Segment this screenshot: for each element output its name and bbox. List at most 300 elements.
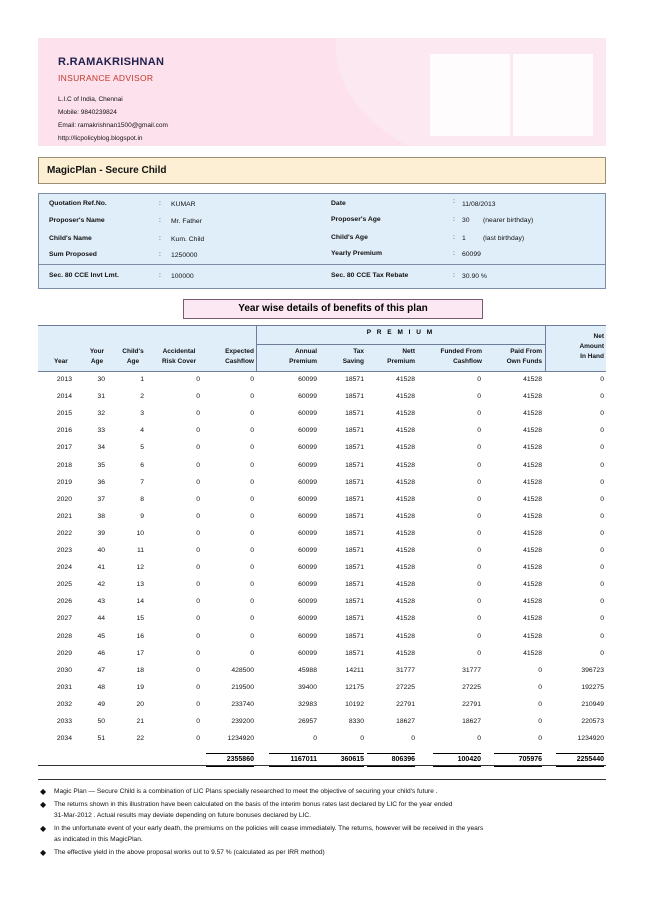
sec80-label: Sec. 80 CCE Invt Lmt. xyxy=(49,272,119,279)
header-line: Accidental xyxy=(162,348,196,355)
cell-own-funds: 41528 xyxy=(523,649,542,657)
total-underline xyxy=(433,766,481,767)
cell-net-in-hand: 0 xyxy=(600,581,604,589)
cell-your-age: 36 xyxy=(97,478,105,486)
cell-annual-premium: 60099 xyxy=(298,478,317,486)
cell-net-in-hand: 0 xyxy=(600,444,604,452)
colon: : xyxy=(453,250,455,257)
child-age-value: 1 xyxy=(462,235,466,242)
cell-tax-saving: 18571 xyxy=(345,410,364,418)
bullet-icon: ◆ xyxy=(40,787,47,796)
cell-net-in-hand: 0 xyxy=(600,615,604,623)
premium-value: 60099 xyxy=(462,251,481,258)
divider xyxy=(38,779,606,780)
cell-your-age: 42 xyxy=(97,581,105,589)
col-header-expected-cashflow xyxy=(200,347,254,367)
advisor-header xyxy=(38,38,606,146)
cell-nett-premium: 41528 xyxy=(396,564,415,572)
header-line: Cashflow xyxy=(453,358,482,365)
cell-nett-premium: 41528 xyxy=(396,427,415,435)
colon: : xyxy=(159,272,161,279)
cell-funded-cashflow: 0 xyxy=(477,615,481,623)
col-header-risk-cover xyxy=(152,347,206,367)
cell-your-age: 46 xyxy=(97,649,105,657)
advisor-title: INSURANCE ADVISOR xyxy=(58,73,154,83)
cell-nett-premium: 41528 xyxy=(396,410,415,418)
header-line: Own Funds xyxy=(506,358,542,365)
cell-tax-saving: 0 xyxy=(360,735,364,743)
cell-risk-cover: 0 xyxy=(196,547,200,554)
cell-expected-cashflow: 0 xyxy=(250,632,254,640)
cell-risk-cover: 0 xyxy=(196,598,200,606)
cell-funded-cashflow: 0 xyxy=(477,461,481,469)
cell-your-age: 31 xyxy=(97,393,105,401)
cell-own-funds: 41528 xyxy=(523,376,542,383)
bullet-icon: ◆ xyxy=(40,824,47,833)
cell-tax-saving: 18571 xyxy=(345,581,364,589)
cell-risk-cover: 0 xyxy=(196,478,200,486)
col-header-own-funds xyxy=(490,347,542,367)
cell-expected-cashflow: 0 xyxy=(250,564,254,572)
cell-funded-cashflow: 0 xyxy=(477,478,481,486)
cell-child-age: 21 xyxy=(136,718,144,725)
total-underline xyxy=(556,766,604,767)
total-underline xyxy=(316,753,364,754)
cell-annual-premium: 60099 xyxy=(298,410,317,418)
cell-net-in-hand: 0 xyxy=(600,376,604,383)
col-header-nett-premium xyxy=(372,347,415,367)
cell-child-age: 19 xyxy=(136,683,144,691)
sum-label: Sum Proposed xyxy=(49,251,97,258)
total-tax-saving: 360615 xyxy=(340,756,364,763)
cell-own-funds: 41528 xyxy=(523,495,542,503)
header-line: Cashflow xyxy=(225,358,254,365)
total-underline xyxy=(367,753,415,754)
cell-own-funds: 41528 xyxy=(523,632,542,640)
date-value: 11/08/2013 xyxy=(462,201,496,208)
cell-funded-cashflow: 0 xyxy=(477,598,481,606)
cell-own-funds: 0 xyxy=(538,700,542,708)
cell-your-age: 44 xyxy=(97,615,105,623)
child-name-label: Child's Name xyxy=(49,235,92,242)
cell-year: 2016 xyxy=(56,427,72,435)
header-line: Funded From xyxy=(440,348,482,355)
cell-funded-cashflow: 31777 xyxy=(462,666,481,674)
cell-risk-cover: 0 xyxy=(196,376,200,383)
cell-risk-cover: 0 xyxy=(196,461,200,469)
header-line: Saving xyxy=(342,358,364,365)
cell-your-age: 39 xyxy=(97,529,105,537)
total-underline xyxy=(206,753,254,754)
cell-net-in-hand: 0 xyxy=(600,512,604,520)
cell-risk-cover: 0 xyxy=(196,427,200,435)
cell-annual-premium: 60099 xyxy=(298,615,317,623)
cell-child-age: 9 xyxy=(140,512,144,520)
cell-tax-saving: 18571 xyxy=(345,512,364,520)
cell-year: 2024 xyxy=(56,564,72,572)
cell-expected-cashflow: 219500 xyxy=(231,683,254,691)
cell-year: 2020 xyxy=(56,495,72,503)
cell-child-age: 16 xyxy=(136,632,144,640)
cell-own-funds: 0 xyxy=(538,666,542,674)
cell-tax-saving: 18571 xyxy=(345,376,364,383)
cell-child-age: 8 xyxy=(140,495,144,503)
cell-tax-saving: 18571 xyxy=(345,427,364,435)
cell-tax-saving: 18571 xyxy=(345,632,364,640)
cell-nett-premium: 41528 xyxy=(396,547,415,554)
cell-funded-cashflow: 0 xyxy=(477,735,481,743)
header-line: Premium xyxy=(289,358,317,365)
total-underline xyxy=(269,753,317,754)
header-line: Tax xyxy=(353,348,364,355)
cell-own-funds: 41528 xyxy=(523,393,542,401)
cell-expected-cashflow: 0 xyxy=(250,461,254,469)
cell-own-funds: 0 xyxy=(538,683,542,691)
col-header-funded-cashflow xyxy=(420,347,482,367)
cell-nett-premium: 0 xyxy=(411,735,415,743)
cell-nett-premium: 41528 xyxy=(396,632,415,640)
note-text: The effective yield in the above proposal works out to 9.57 % (calculated as per IRR method) xyxy=(54,849,325,856)
cell-expected-cashflow: 1234920 xyxy=(227,735,254,743)
cell-child-age: 10 xyxy=(136,529,144,537)
cell-child-age: 13 xyxy=(136,581,144,589)
cell-expected-cashflow: 0 xyxy=(250,427,254,435)
cell-nett-premium: 41528 xyxy=(396,495,415,503)
section-title: Year wise details of benefits of this plan xyxy=(183,299,483,319)
cell-tax-saving: 18571 xyxy=(345,529,364,537)
cell-tax-saving: 14211 xyxy=(345,666,364,674)
cell-expected-cashflow: 0 xyxy=(250,547,254,554)
plan-title: MagicPlan - Secure Child xyxy=(47,165,167,176)
cell-own-funds: 41528 xyxy=(523,461,542,469)
header-line: Risk Cover xyxy=(162,358,196,365)
header-line: Age xyxy=(90,358,104,365)
cell-expected-cashflow: 239200 xyxy=(231,718,254,725)
cell-year: 2015 xyxy=(56,410,72,418)
colon: : xyxy=(453,198,455,205)
total-underline xyxy=(206,766,254,767)
cell-year: 2022 xyxy=(56,529,72,537)
cell-year: 2018 xyxy=(56,461,72,469)
cell-your-age: 40 xyxy=(97,547,105,554)
proposer-value: Mr. Father xyxy=(171,218,202,225)
header-line: Expected xyxy=(225,348,254,355)
cell-tax-saving: 18571 xyxy=(345,547,364,554)
header-line: Child's xyxy=(122,348,144,355)
cell-annual-premium: 60099 xyxy=(298,444,317,452)
cell-risk-cover: 0 xyxy=(196,564,200,572)
note-item xyxy=(40,847,325,859)
cell-child-age: 14 xyxy=(136,598,144,606)
cell-funded-cashflow: 0 xyxy=(477,376,481,383)
cell-net-in-hand: 0 xyxy=(600,632,604,640)
cell-net-in-hand: 1234920 xyxy=(577,735,604,743)
cell-your-age: 41 xyxy=(97,564,105,572)
header-panel xyxy=(430,54,510,136)
total-underline xyxy=(433,753,481,754)
cell-risk-cover: 0 xyxy=(196,444,200,452)
cell-your-age: 43 xyxy=(97,598,105,606)
total-funded-cashflow: 100420 xyxy=(457,756,481,763)
cell-your-age: 47 xyxy=(97,666,105,674)
note-text: Magic Plan — Secure Child is a combination of LIC Plans specially researched to meet the objective of securing your child's future . xyxy=(54,788,438,795)
header-line: Paid From xyxy=(510,348,542,355)
cell-nett-premium: 41528 xyxy=(396,615,415,623)
total-underline xyxy=(556,753,604,754)
quotation-value: KUMAR xyxy=(171,201,196,208)
cell-expected-cashflow: 0 xyxy=(250,529,254,537)
cell-own-funds: 41528 xyxy=(523,581,542,589)
cell-net-in-hand: 210949 xyxy=(581,700,604,708)
cell-funded-cashflow: 0 xyxy=(477,529,481,537)
cell-net-in-hand: 0 xyxy=(600,478,604,486)
cell-net-in-hand: 0 xyxy=(600,598,604,606)
cell-risk-cover: 0 xyxy=(196,683,200,691)
note-text: as indicated in this MagicPlan. xyxy=(54,836,143,843)
cell-your-age: 49 xyxy=(97,700,105,708)
cell-risk-cover: 0 xyxy=(196,393,200,401)
cell-year: 2013 xyxy=(56,376,72,383)
divider xyxy=(256,344,545,345)
header-line: Premium xyxy=(387,358,415,365)
note-text: 31-Mar-2012 . Actual results may deviate depending on future bonuses declared by LIC. xyxy=(54,812,311,819)
cell-nett-premium: 41528 xyxy=(396,581,415,589)
cell-funded-cashflow: 27225 xyxy=(462,683,481,691)
cell-expected-cashflow: 0 xyxy=(250,581,254,589)
cell-tax-saving: 8330 xyxy=(348,718,364,725)
cell-child-age: 20 xyxy=(136,700,144,708)
cell-own-funds: 41528 xyxy=(523,410,542,418)
cell-child-age: 7 xyxy=(140,478,144,486)
cell-expected-cashflow: 0 xyxy=(250,649,254,657)
cell-nett-premium: 41528 xyxy=(396,649,415,657)
cell-expected-cashflow: 0 xyxy=(250,410,254,418)
cell-annual-premium: 60099 xyxy=(298,547,317,554)
cell-own-funds: 41528 xyxy=(523,529,542,537)
cell-tax-saving: 18571 xyxy=(345,615,364,623)
cell-nett-premium: 41528 xyxy=(396,376,415,383)
cell-tax-saving: 18571 xyxy=(345,393,364,401)
cell-annual-premium: 60099 xyxy=(298,632,317,640)
total-underline xyxy=(316,766,364,767)
colon: : xyxy=(159,217,161,224)
cell-own-funds: 41528 xyxy=(523,598,542,606)
cell-annual-premium: 60099 xyxy=(298,649,317,657)
cell-funded-cashflow: 0 xyxy=(477,564,481,572)
cell-expected-cashflow: 0 xyxy=(250,495,254,503)
cell-annual-premium: 60099 xyxy=(298,564,317,572)
cell-your-age: 30 xyxy=(97,376,105,383)
cell-risk-cover: 0 xyxy=(196,718,200,725)
premium-label: Yearly Premium xyxy=(331,250,383,257)
cell-annual-premium: 60099 xyxy=(298,427,317,435)
proposal-info xyxy=(38,193,606,289)
cell-nett-premium: 41528 xyxy=(396,529,415,537)
header-line: Annual xyxy=(294,348,317,355)
cell-net-in-hand: 396723 xyxy=(581,666,604,674)
cell-annual-premium: 60099 xyxy=(298,461,317,469)
cell-year: 2026 xyxy=(56,598,72,606)
cell-net-in-hand: 0 xyxy=(600,547,604,554)
cell-annual-premium: 0 xyxy=(313,735,317,743)
cell-net-in-hand: 0 xyxy=(600,461,604,469)
sum-value: 1250000 xyxy=(171,252,198,259)
col-header-year: Year xyxy=(54,358,68,365)
cell-risk-cover: 0 xyxy=(196,615,200,623)
cell-expected-cashflow: 0 xyxy=(250,598,254,606)
cell-child-age: 6 xyxy=(140,461,144,469)
cell-expected-cashflow: 233740 xyxy=(231,700,254,708)
cell-funded-cashflow: 0 xyxy=(477,393,481,401)
header-panel xyxy=(513,54,593,136)
cell-nett-premium: 41528 xyxy=(396,512,415,520)
cell-nett-premium: 41528 xyxy=(396,393,415,401)
note-item xyxy=(40,823,484,835)
bullet-icon: ◆ xyxy=(40,800,47,809)
cell-nett-premium: 31777 xyxy=(396,666,415,674)
proposer-age-note: (nearer birthday) xyxy=(483,217,534,224)
cell-own-funds: 41528 xyxy=(523,427,542,435)
cell-expected-cashflow: 428500 xyxy=(231,666,254,674)
cell-funded-cashflow: 0 xyxy=(477,512,481,520)
premium-group-header: P R E M I U M xyxy=(366,329,435,336)
sec80-value: 100000 xyxy=(171,273,194,280)
cell-funded-cashflow: 0 xyxy=(477,649,481,657)
cell-your-age: 33 xyxy=(97,427,105,435)
total-nett-premium: 806396 xyxy=(391,756,415,763)
total-expected-cashflow: 2355860 xyxy=(226,756,254,763)
advisor-blog: http://licpolicyblog.blogspot.in xyxy=(58,135,143,142)
header-line: In Hand xyxy=(580,353,604,360)
proposer-age-label: Proposer's Age xyxy=(331,216,381,223)
cell-your-age: 37 xyxy=(97,495,105,503)
header-line: Nett xyxy=(402,348,415,355)
cell-net-in-hand: 0 xyxy=(600,564,604,572)
rebate-value: 30.90 % xyxy=(462,273,487,280)
note-item xyxy=(40,786,438,798)
total-underline xyxy=(494,753,542,754)
cell-nett-premium: 22791 xyxy=(396,700,415,708)
cell-child-age: 5 xyxy=(140,444,144,452)
date-label: Date xyxy=(331,200,346,207)
cell-own-funds: 41528 xyxy=(523,564,542,572)
cell-year: 2021 xyxy=(56,512,72,520)
cell-annual-premium: 60099 xyxy=(298,512,317,520)
cell-year: 2032 xyxy=(56,700,72,708)
note-text: The returns shown in this illustration have been calculated on the basis of the interim bonus rates last declared by LIC for the year ended xyxy=(54,801,453,808)
cell-expected-cashflow: 0 xyxy=(250,615,254,623)
colon: : xyxy=(159,200,161,207)
cell-your-age: 35 xyxy=(97,461,105,469)
divider xyxy=(38,765,606,766)
quotation-label: Quotation Ref.No. xyxy=(49,200,107,207)
plan-title-bar xyxy=(38,157,606,184)
cell-funded-cashflow: 0 xyxy=(477,581,481,589)
colon: : xyxy=(159,251,161,258)
cell-expected-cashflow: 0 xyxy=(250,478,254,486)
colon: : xyxy=(453,234,455,241)
cell-nett-premium: 41528 xyxy=(396,444,415,452)
child-age-note: (last birthday) xyxy=(483,235,525,242)
cell-annual-premium: 60099 xyxy=(298,529,317,537)
cell-nett-premium: 41528 xyxy=(396,598,415,606)
cell-year: 2025 xyxy=(56,581,72,589)
cell-tax-saving: 18571 xyxy=(345,478,364,486)
header-line: Your xyxy=(89,348,105,355)
cell-annual-premium: 60099 xyxy=(298,495,317,503)
cell-net-in-hand: 0 xyxy=(600,529,604,537)
cell-tax-saving: 18571 xyxy=(345,564,364,572)
cell-funded-cashflow: 0 xyxy=(477,547,481,554)
cell-funded-cashflow: 0 xyxy=(477,632,481,640)
note-text: In the unfortunate event of your early death, the premiums on the policies will cease immediately. The returns, however will be received in the years xyxy=(54,825,484,832)
cell-risk-cover: 0 xyxy=(196,735,200,743)
cell-own-funds: 0 xyxy=(538,718,542,725)
cell-year: 2029 xyxy=(56,649,72,657)
cell-annual-premium: 39400 xyxy=(298,683,317,691)
total-underline xyxy=(494,766,542,767)
cell-expected-cashflow: 0 xyxy=(250,512,254,520)
child-name-value: Kum. Child xyxy=(171,236,205,243)
rebate-label: Sec. 80 CCE Tax Rebate xyxy=(331,272,409,279)
cell-own-funds: 41528 xyxy=(523,478,542,486)
cell-annual-premium: 32983 xyxy=(298,700,317,708)
cell-your-age: 34 xyxy=(97,444,105,452)
total-underline xyxy=(367,766,415,767)
cell-annual-premium: 60099 xyxy=(298,376,317,383)
cell-child-age: 1 xyxy=(140,376,144,383)
cell-child-age: 11 xyxy=(136,547,144,554)
cell-tax-saving: 12175 xyxy=(345,683,364,691)
cell-nett-premium: 41528 xyxy=(396,478,415,486)
divider xyxy=(545,325,546,372)
cell-your-age: 51 xyxy=(97,735,105,743)
cell-own-funds: 41528 xyxy=(523,444,542,452)
cell-funded-cashflow: 18627 xyxy=(462,718,481,725)
divider xyxy=(39,264,605,265)
col-header-annual-premium xyxy=(265,347,317,367)
cell-net-in-hand: 220573 xyxy=(581,718,604,725)
cell-annual-premium: 60099 xyxy=(298,581,317,589)
colon: : xyxy=(159,235,161,242)
cell-year: 2027 xyxy=(56,615,72,623)
cell-child-age: 22 xyxy=(136,735,144,743)
cell-tax-saving: 18571 xyxy=(345,461,364,469)
header-line: Net xyxy=(593,333,604,340)
cell-annual-premium: 26957 xyxy=(298,718,317,725)
cell-child-age: 17 xyxy=(136,649,144,657)
bullet-icon: ◆ xyxy=(40,848,47,857)
cell-tax-saving: 18571 xyxy=(345,444,364,452)
cell-funded-cashflow: 0 xyxy=(477,495,481,503)
cell-risk-cover: 0 xyxy=(196,649,200,657)
cell-risk-cover: 0 xyxy=(196,666,200,674)
cell-funded-cashflow: 0 xyxy=(477,444,481,452)
cell-expected-cashflow: 0 xyxy=(250,393,254,401)
cell-risk-cover: 0 xyxy=(196,495,200,503)
cell-net-in-hand: 0 xyxy=(600,410,604,418)
colon: : xyxy=(453,216,455,223)
advisor-name: R.RAMAKRISHNAN xyxy=(58,56,165,68)
total-annual-premium: 1167011 xyxy=(290,756,317,763)
cell-own-funds: 0 xyxy=(538,735,542,743)
cell-year: 2014 xyxy=(56,393,72,401)
cell-your-age: 48 xyxy=(97,683,105,691)
colon: : xyxy=(453,272,455,279)
proposer-age-value: 30 xyxy=(462,217,470,224)
cell-nett-premium: 18627 xyxy=(396,718,415,725)
cell-tax-saving: 18571 xyxy=(345,598,364,606)
